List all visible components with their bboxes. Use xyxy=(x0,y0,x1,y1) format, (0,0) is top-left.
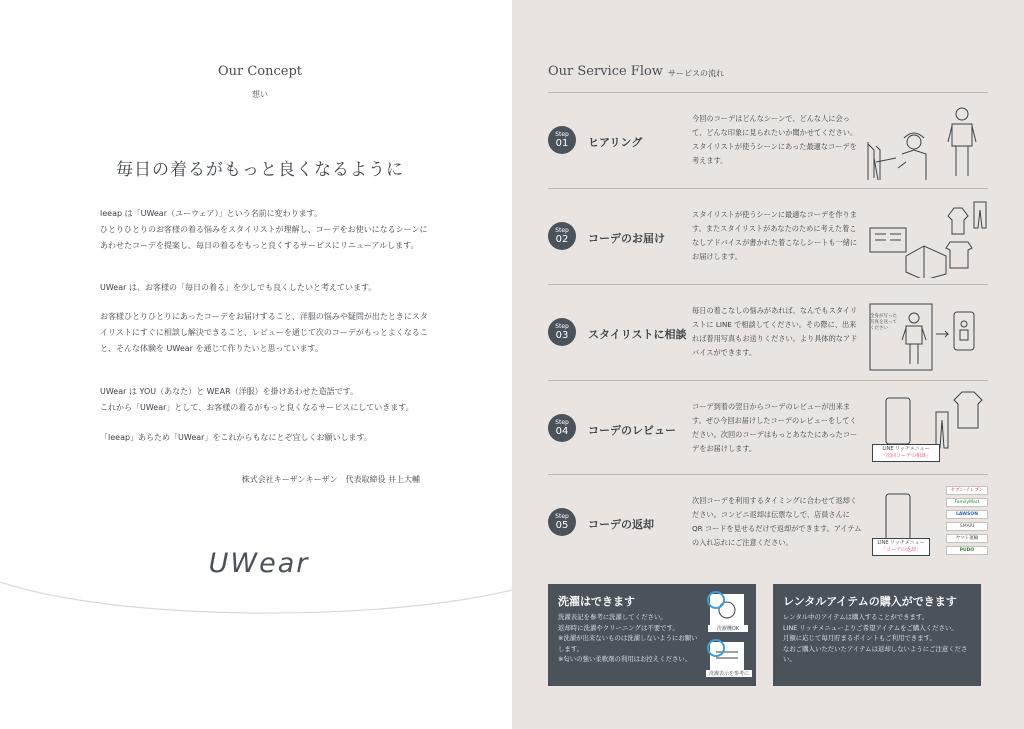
concept-paragraph-5: 「leeap」あらため「UWear」をこれからもなにとぞ宜しくお願いします。 xyxy=(100,433,372,442)
store-logo: LAWSON xyxy=(946,510,988,519)
step-description: スタイリストが使うシーンに最適なコーデを作ります。またスタイリストがあなたのために考えた着こなしアドバイスが書かれた着こなしシートも一緒にお届けします。 xyxy=(692,210,858,261)
rich-menu-item: 「コーデの返却」 xyxy=(880,547,921,553)
step-badge xyxy=(548,508,576,536)
convenience-store-logos xyxy=(946,486,988,555)
step-name: スタイリストに相談 xyxy=(588,328,687,341)
concept-headline: 毎日の着るがもっと良くなるように xyxy=(116,160,404,180)
divider xyxy=(548,92,988,93)
step-name: コーデのお届け xyxy=(588,232,665,245)
rental-line: なおご購入いただいたアイテムは返却しないようにご注意ください。 xyxy=(783,644,968,663)
step-badge xyxy=(548,222,576,250)
step-badge xyxy=(548,414,576,442)
store-logo: ヤマト運輸 xyxy=(946,534,988,543)
rental-line: LINE リッチメニューよりご希望アイテムをご購入ください。 xyxy=(783,623,958,632)
rental-box-text xyxy=(783,612,973,665)
illustration-caption: 全身が写った写真を送ってください xyxy=(870,314,897,331)
rich-menu-card xyxy=(872,444,940,462)
divider xyxy=(548,474,988,475)
divider xyxy=(548,188,988,189)
wash-line: ※洗濯が出来ないものは洗濯しないようにお願いします。 xyxy=(558,634,698,653)
step-5 xyxy=(548,476,988,570)
rich-menu-label: LINE リッチメニュー xyxy=(877,540,925,546)
step-word: Step xyxy=(555,419,569,426)
rich-menu-item: 「次回コーデの相談」 xyxy=(880,453,931,459)
step-2 xyxy=(548,190,988,284)
rental-line: 月額に応じて毎月貯まるポイントもご利用できます。 xyxy=(783,634,936,642)
step-number: 01 xyxy=(555,138,569,149)
concept-paragraph-2: UWear は、お客様の「毎日の着る」を少しでも良くしたいと考えています。 xyxy=(100,283,377,292)
step-name: コーデの返却 xyxy=(588,518,654,531)
wash-box-text xyxy=(558,612,698,665)
concept-subtitle: 想い xyxy=(252,90,268,99)
step-number: 04 xyxy=(555,426,569,437)
uwear-logo: UWear xyxy=(208,548,310,579)
step-number: 02 xyxy=(555,234,569,245)
concept-paragraph-3: お客様ひとりひとりにあったコーデをお届けすること、洋服の悩みや疑問が出たときにスタイリストにすぐに相談し解決できること、レビューを通じて次のコーデがもっとよくなること、そんな体験を UWear を通じて作りたいと思っています。 xyxy=(100,312,428,353)
divider xyxy=(548,380,988,381)
step-1 xyxy=(548,94,988,188)
wash-icon-label: 洗濯機OK xyxy=(708,625,748,632)
wash-line: 返却時に洗濯やクリーニングは不要です。 xyxy=(558,623,679,632)
step-word: Step xyxy=(555,227,569,234)
step-number: 03 xyxy=(555,330,569,341)
flow-subtitle: サービスの流れ xyxy=(668,69,724,78)
store-logo: PUDO xyxy=(946,546,988,555)
flow-title: Our Service Flow xyxy=(548,64,663,79)
concept-title: Our Concept xyxy=(217,64,303,79)
hearing-illustration xyxy=(866,102,988,182)
store-logo: SMARI xyxy=(946,522,988,531)
step-badge xyxy=(548,318,576,346)
store-logo: セブン-イレブン xyxy=(946,486,988,495)
concept-paragraph-4: UWear は YOU（あなた）と WEAR（洋服）を掛けあわせた造語です。 これから「UWear」として、お客様の着るがもっと良くなるサービスにしていきます。 xyxy=(100,387,414,412)
delivery-illustration xyxy=(866,198,988,278)
step-badge xyxy=(548,126,576,154)
rich-menu-card xyxy=(872,538,930,556)
step-4 xyxy=(548,382,988,476)
step-3 xyxy=(548,286,988,380)
signature: 株式会社キーザンキーザン 代表取締役 井上大輔 xyxy=(241,475,420,484)
rental-info-box xyxy=(773,584,981,686)
rich-menu-label: LINE リッチメニュー xyxy=(882,446,930,452)
step-word: Step xyxy=(555,323,569,330)
rental-line: レンタル中のアイテムは購入することができます。 xyxy=(783,613,929,621)
step-word: Step xyxy=(555,131,569,138)
wash-icon-label: 洗濯表示を参考に xyxy=(706,670,752,677)
step-name: ヒアリング xyxy=(588,136,643,149)
wash-line: ※匂いの強い柔軟剤の利用はお控えください。 xyxy=(558,655,692,663)
wash-line: 洗濯表記を参考に洗濯してください。 xyxy=(558,613,667,621)
divider xyxy=(548,284,988,285)
step-description: 今回のコーデはどんなシーンで、どんな人に会って、どんな印象に見られたいか聞かせてください。スタイリストが使うシーンにあった最適なコーデを考えます。 xyxy=(692,114,858,165)
store-logo: FamilyMart xyxy=(946,498,988,507)
concept-paragraph-1: leeap は「UWear（ユーウェア）」という名前に変わります。 ひとりひとりのお客様の着る悩みをスタイリストが理解し、コーデをお使いになるシーンにあわせたコーデを提案し、毎日の着るをもっと良くするサービスにリニューアルします。 xyxy=(100,209,428,250)
service-flow-page xyxy=(512,0,1024,729)
step-name: コーデのレビュー xyxy=(588,424,676,437)
step-description: 次回コーデを利用するタイミングに合わせて返却ください。コンビニ返却は伝票なしで、店員さんに QR コードを見せるだけで返却ができます。アイテムの入れ忘れにご注意ください。 xyxy=(692,496,862,547)
wash-box-title: 洗濯はできます xyxy=(558,595,635,608)
step-description: コーデ到着の翌日からコーデのレビューが出来ます。ぜひ今回お届けしたコーデのレビューをしてください。次回のコーデはもっとあなたにあったコーデをお届けします。 xyxy=(692,402,858,453)
step-number: 05 xyxy=(555,520,569,531)
step-description: 毎日の着こなしの悩みがあれば、なんでもスタイリストに LINE で相談してください。その際に、出来れば着用写真もお送りください。より具体的なアドバイスができます。 xyxy=(692,306,858,357)
wash-info-box xyxy=(548,584,756,686)
consult-illustration xyxy=(866,294,988,374)
step-word: Step xyxy=(555,513,569,520)
rental-box-title: レンタルアイテムの購入ができます xyxy=(783,595,957,608)
washing-label-icon xyxy=(706,590,750,680)
